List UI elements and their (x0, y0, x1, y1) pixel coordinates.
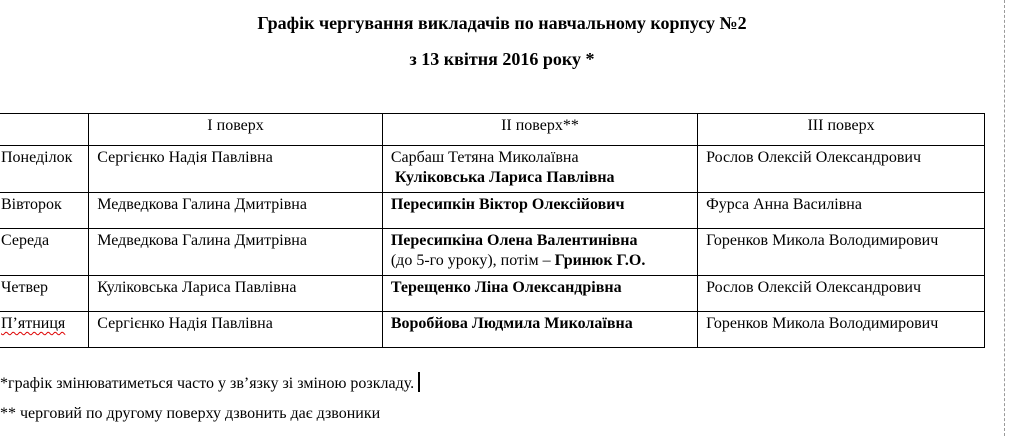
day-cell: Середа (0, 229, 89, 276)
duty-schedule-table (0, 113, 985, 348)
table-row (0, 146, 985, 193)
floor-3-cell: Горенков Микола Володимирович (698, 312, 985, 348)
floor-2-name: Сарбаш Тетяна Миколаївна (390, 149, 579, 166)
day-cell (0, 312, 89, 348)
header-cell-floor-2: ІІ поверх** (382, 114, 697, 146)
floor-3-cell: Фурса Анна Василівна (698, 193, 985, 229)
floor-2-name-bold: Куліковська Лариса Павлівна (394, 169, 615, 186)
text-cursor (418, 372, 420, 392)
page-margin-line (1004, 0, 1005, 436)
floor-2-name-bold: Пересипкіна Олена Валентинівна (390, 232, 638, 249)
table-row (0, 276, 985, 312)
day-cell: Четвер (0, 276, 89, 312)
floor-1-cell: Сергієнко Надія Павлівна (89, 312, 383, 348)
floor-2-cell: Терещенко Ліна Олександрівна (382, 276, 697, 312)
footnote-1[interactable] (0, 372, 420, 394)
header-cell-day (0, 114, 89, 146)
floor-1-cell: Медведкова Галина Дмитрівна (89, 193, 383, 229)
document-title: Графік чергування викладачів по навчальному корпусу №2 (257, 13, 747, 33)
floor-3-cell: Рослов Олексій Олександрович (698, 276, 985, 312)
header-cell-floor-3: ІІІ поверх (698, 114, 985, 146)
document-subtitle: з 13 квітня 2016 року * (409, 49, 595, 69)
floor-2-note: (до 5-го уроку), потім – (390, 252, 555, 269)
floor-2-cell (382, 146, 697, 193)
floor-3-cell: Горенков Микола Володимирович (698, 229, 985, 276)
floor-2-cell: Пересипкін Віктор Олексійович (382, 193, 697, 229)
floor-1-cell: Сергієнко Надія Павлівна (89, 146, 383, 193)
floor-3-cell: Рослов Олексій Олександрович (698, 146, 985, 193)
table-row (0, 193, 985, 229)
floor-1-cell: Куліковська Лариса Павлівна (89, 276, 383, 312)
footnote-2[interactable]: ** черговий по другому поверху дзвонить дає дзвоники (0, 405, 381, 422)
table-row (0, 312, 985, 348)
floor-2-replacement-name: Гринюк Г.О. (554, 252, 646, 269)
day-label-spellcheck: П’ятниця (1, 315, 66, 332)
floor-2-cell: Воробйова Людмила Миколаївна (382, 312, 697, 348)
day-cell: Понеділок (0, 146, 89, 193)
table-row (0, 229, 985, 276)
day-cell: Вівторок (0, 193, 89, 229)
floor-2-cell (382, 229, 697, 276)
header-cell-floor-1: І поверх (89, 114, 383, 146)
table-header-row (0, 114, 985, 146)
footnote-1-text: *графік змінюватиметься часто у зв’язку зі зміною розкладу. (0, 375, 415, 392)
floor-1-cell: Медведкова Галина Дмитрівна (89, 229, 383, 276)
